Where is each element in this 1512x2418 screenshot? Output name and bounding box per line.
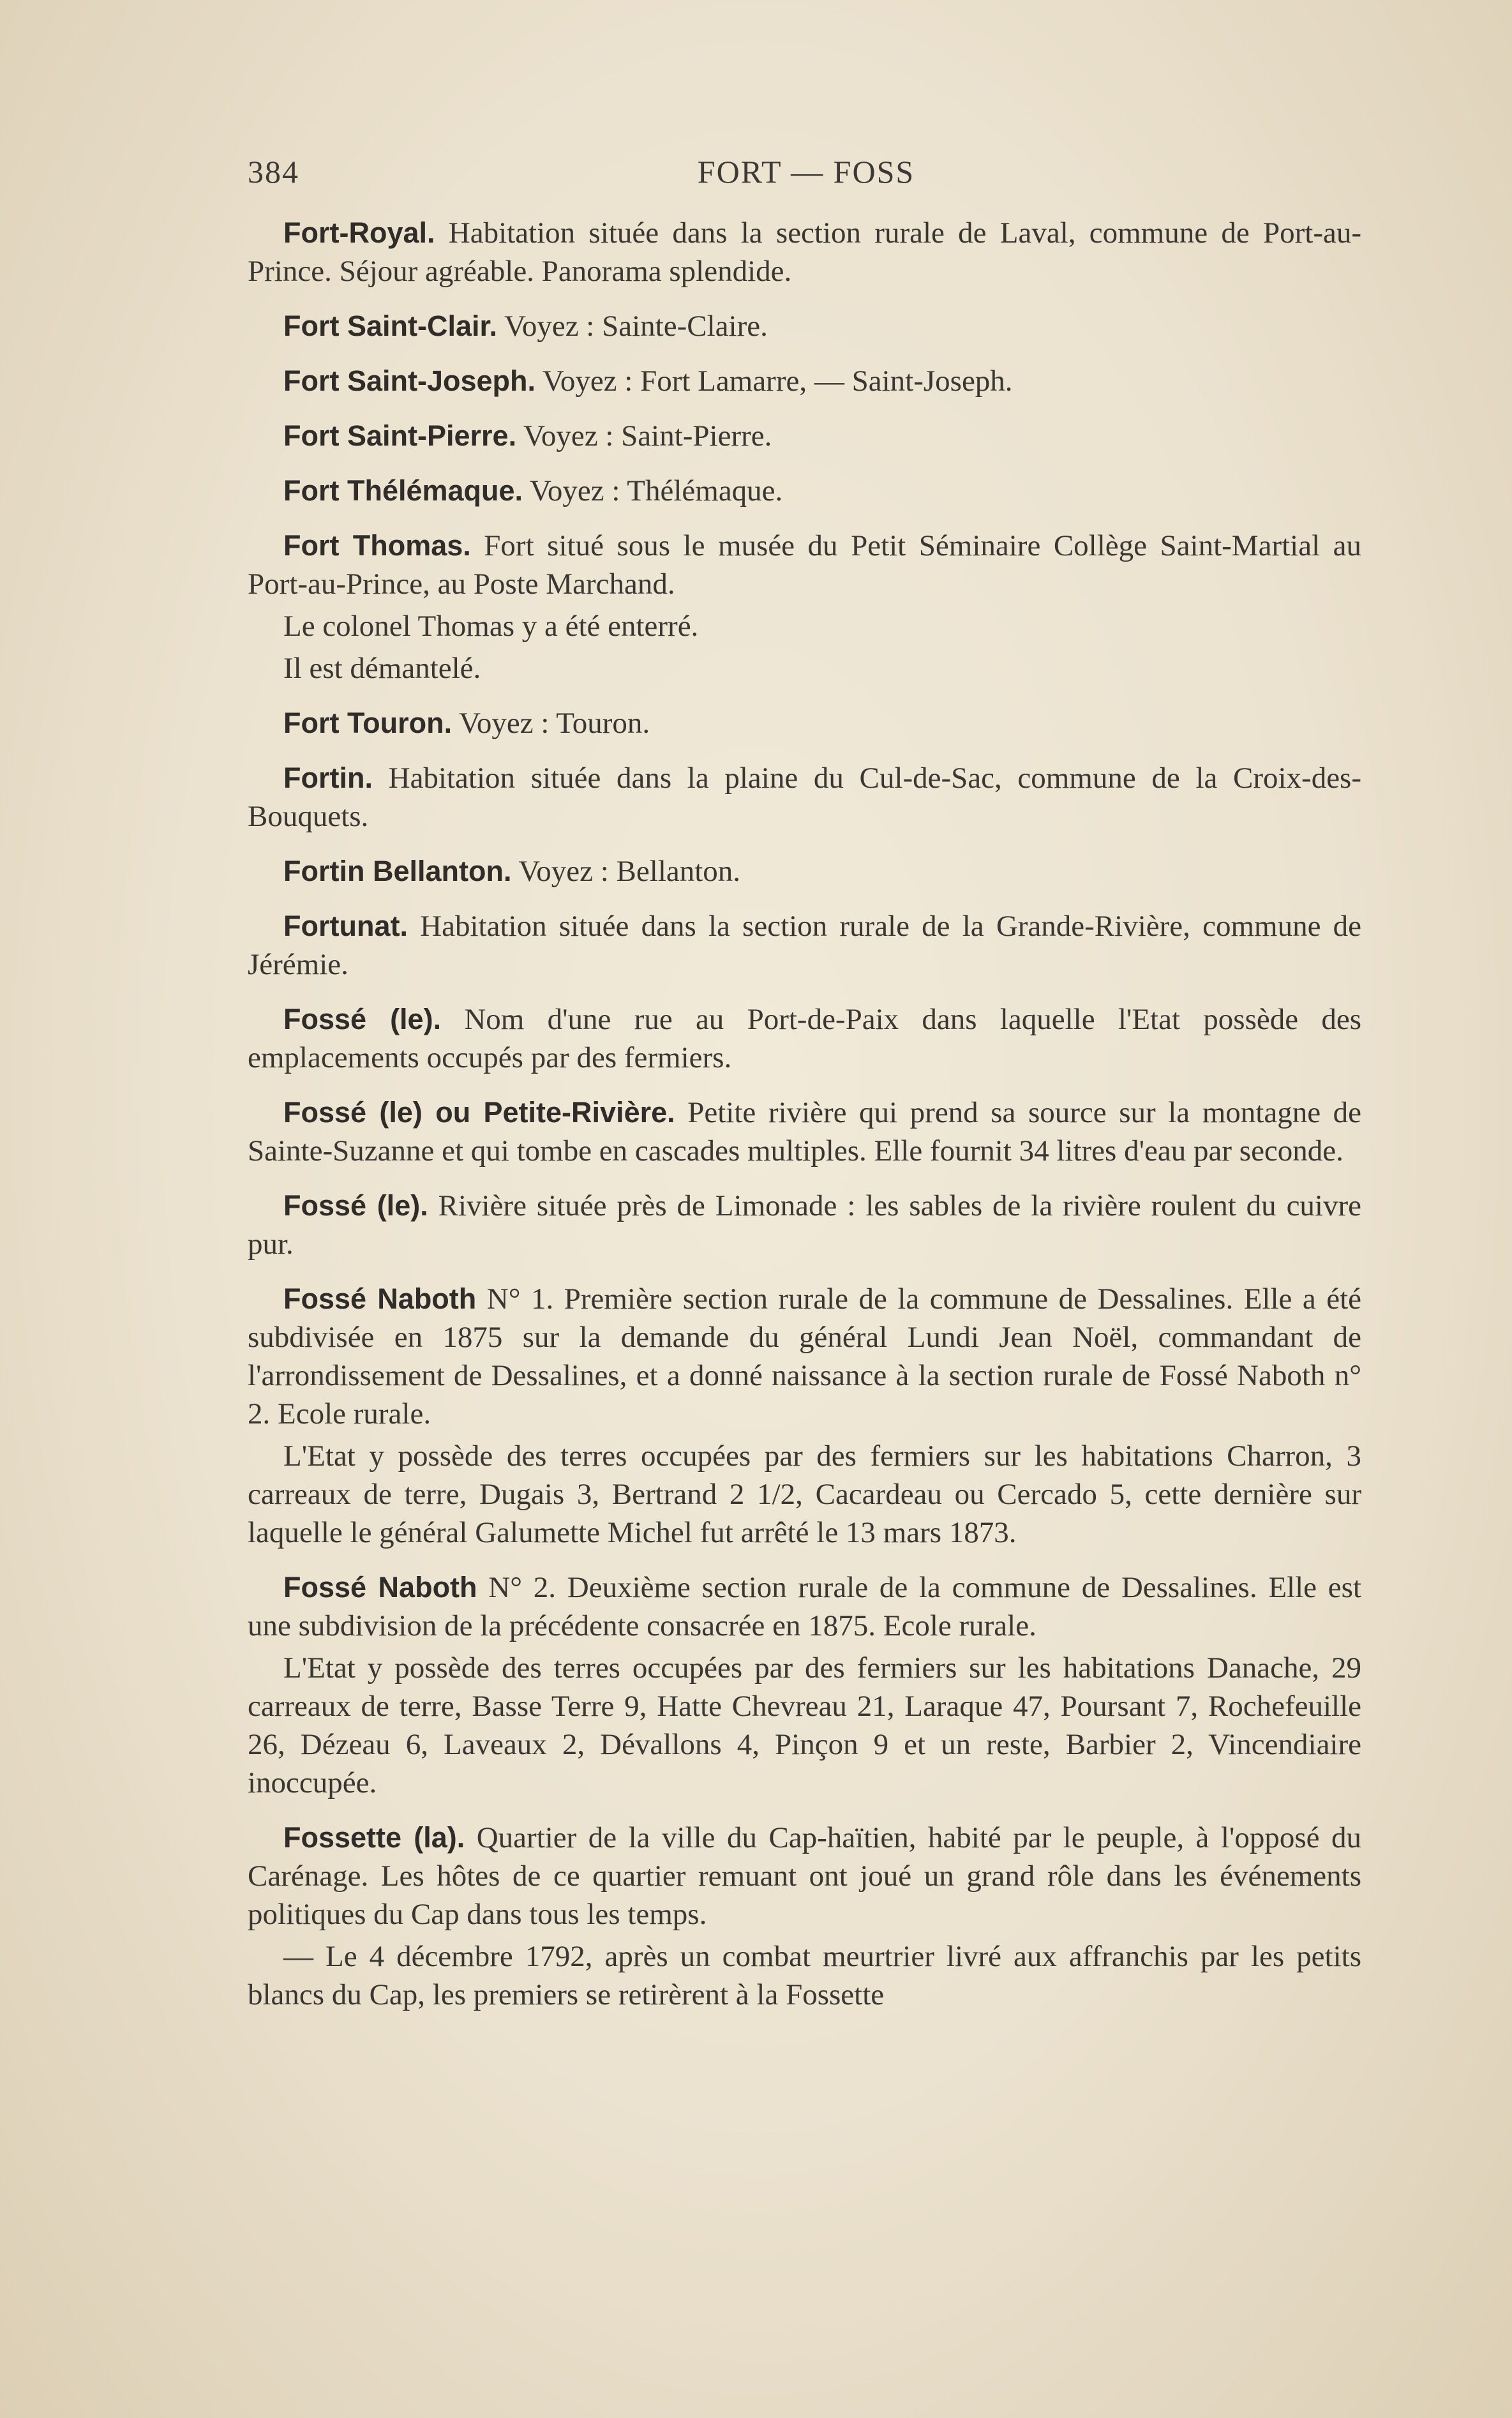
entry-text: Voyez : Thélémaque. — [523, 474, 783, 507]
entry-text: N° 1. Première section rurale de la commune de Dessalines. Elle a été subdivisée en 1875 sur la demande du général Lundi Jean Noël, commandant de l'arrondissement de Dessalines, et a donné naissance à la section rurale de Fossé Naboth n° 2. Ecole rurale. — [248, 1282, 1361, 1431]
entry-term: Fossé (le). — [283, 1189, 428, 1222]
entry-continuation — [248, 1937, 1361, 2014]
entry-text: Le colonel Thomas y a été enterré. — [283, 610, 699, 643]
entry-text: — Le 4 décembre 1792, après un combat meurtrier livré aux affranchis par les petits blancs du Cap, les premiers se retirèrent à la Fossette — [248, 1940, 1361, 2011]
entry-term: Fort Touron. — [283, 707, 453, 739]
entry-term: Fortunat. — [283, 910, 408, 942]
entry-text: Rivière située près de Limonade : les sables de la rivière roulent du cuivre pur. — [248, 1189, 1362, 1261]
entry-text: Voyez : Touron. — [452, 707, 650, 740]
entry — [248, 472, 1361, 510]
entry — [248, 759, 1361, 836]
entry-continuation — [248, 607, 1361, 645]
entry — [248, 362, 1361, 400]
entry-text: Voyez : Sainte-Claire. — [497, 310, 768, 343]
entry-term: Fossette (la). — [283, 1821, 465, 1854]
entry-term: Fort Thélémaque. — [283, 474, 523, 507]
dictionary-body — [248, 214, 1361, 2031]
entry — [248, 527, 1361, 603]
entry — [248, 1187, 1361, 1263]
entry — [248, 907, 1361, 984]
entry-text: L'Etat y possède des terres occupées par des fermiers sur les habitations Charron, 3 carreaux de terre, Dugais 3, Bertrand 2 1/2, Cacardeau ou Cercado 5, cette dernière sur laquelle le général Galumette Michel fut arrêté le 13 mars 1873. — [248, 1439, 1361, 1549]
entry-text: N° 2. Deuxième section rurale de la commune de Dessalines. Elle est une subdivision de la précédente consacrée en 1875. Ecole rurale. — [248, 1571, 1361, 1642]
entry — [248, 1568, 1361, 1645]
entry-term: Fort-Royal. — [283, 216, 435, 249]
entry-term: Fortin. — [283, 762, 373, 794]
entry — [248, 852, 1361, 890]
entry-term: Fossé Naboth — [283, 1282, 477, 1315]
entry — [248, 1093, 1361, 1170]
entry — [248, 417, 1361, 455]
entry — [248, 1280, 1361, 1433]
entry-term: Fort Saint-Clair. — [283, 310, 498, 342]
entry-continuation — [248, 1437, 1361, 1552]
entry-term: Fort Thomas. — [283, 529, 471, 562]
entry-term: Fossé (le). — [283, 1003, 442, 1035]
entry-text: Quartier de la ville du Cap-haïtien, habité par le peuple, à l'opposé du Carénage. Les hôtes de ce quartier remuant ont joué un grand rôle dans les événements politiques du Cap dans tous les temps. — [248, 1821, 1362, 1931]
entry-term: Fossé Naboth — [283, 1571, 477, 1603]
entry — [248, 214, 1361, 290]
entry-text: Nom d'une rue au Port-de-Paix dans laquelle l'Etat possède des emplacements occupés par des fermiers. — [248, 1003, 1361, 1074]
entry-text: L'Etat y possède des terres occupées par des fermiers sur les habitations Danache, 29 carreaux de terre, Basse Terre 9, Hatte Chevreau 21, Laraque 47, Poursant 7, Rochefeuille 26, Dézeau 6, Laveaux 2, Dévallons 4, Pinçon 9 et un reste, Barbier 2, Vincendiaire inoccupée. — [248, 1651, 1361, 1799]
entry-text: Habitation située dans la section rurale de la Grande-Rivière, commune de Jérémie. — [248, 910, 1361, 981]
running-title: FORT — FOSS — [697, 154, 915, 190]
page-number: 384 — [248, 154, 299, 190]
entry-term: Fortin Bellanton. — [283, 855, 512, 887]
entry-continuation — [248, 649, 1361, 687]
entry — [248, 1819, 1361, 1934]
entry-text: Habitation située dans la plaine du Cul-de-Sac, commune de la Croix-des-Bouquets. — [248, 762, 1361, 833]
entry — [248, 1000, 1361, 1077]
entry-text: Il est démantelé. — [283, 652, 481, 685]
entry-continuation — [248, 1649, 1361, 1802]
entry-text: Voyez : Saint-Pierre. — [516, 419, 772, 453]
entry — [248, 704, 1361, 742]
entry-term: Fort Saint-Pierre. — [283, 419, 517, 452]
entry — [248, 307, 1361, 345]
entry-text: Voyez : Bellanton. — [511, 855, 741, 888]
entry-text: Fort situé sous le musée du Petit Séminaire Collège Saint-Martial au Port-au-Prince, au Poste Marchand. — [248, 529, 1361, 601]
entry-term: Fossé (le) ou Petite-Rivière. — [283, 1096, 675, 1129]
page-header — [248, 153, 1365, 204]
entry-term: Fort Saint-Joseph. — [283, 364, 536, 397]
entry-text: Petite rivière qui prend sa source sur la montagne de Sainte-Suzanne et qui tombe en cascades multiples. Elle fournit 34 litres d'eau par seconde. — [248, 1096, 1361, 1168]
entry-text: Voyez : Fort Lamarre, — Saint-Joseph. — [535, 364, 1013, 398]
entry-text: Habitation située dans la section rurale de Laval, commune de Port-au-Prince. Séjour agréable. Panorama splendide. — [248, 216, 1361, 288]
